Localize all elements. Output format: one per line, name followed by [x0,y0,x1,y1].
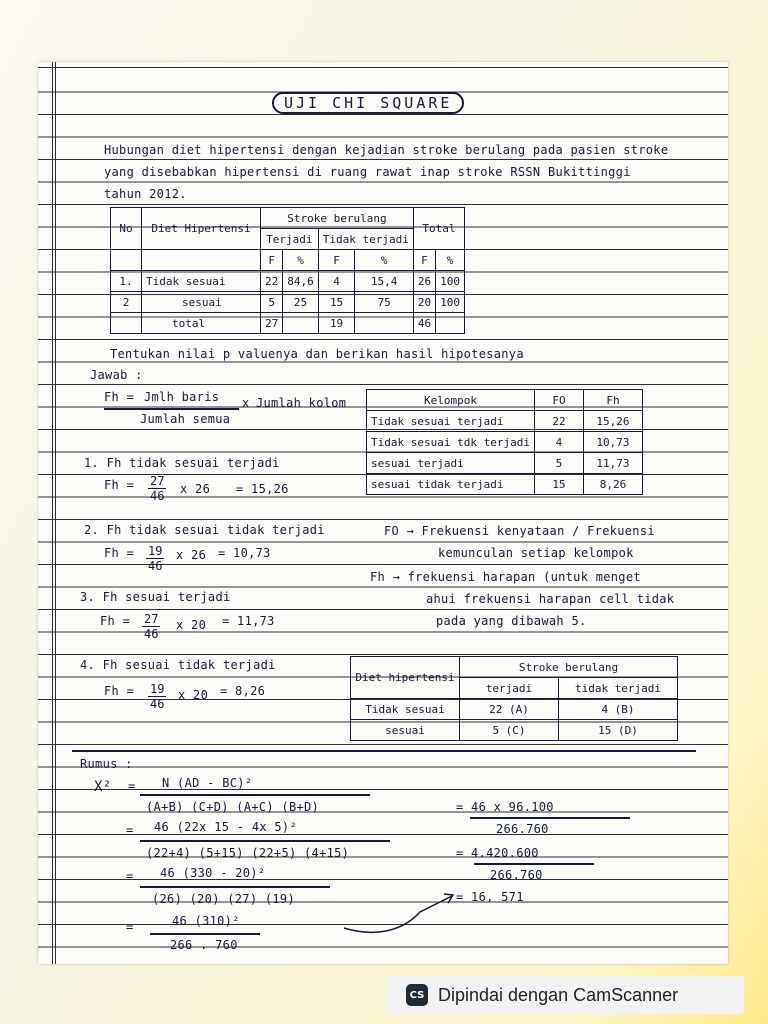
camscanner-text: Dipindai dengan CamScanner [438,984,679,1005]
table-cell: 15,26 [583,411,642,432]
note-text: Fh → frekuensi harapan (untuk menget [370,570,641,584]
table-cell [283,313,319,334]
calc-fraction [148,682,166,711]
table-cell: Tidak sesuai tdk terjadi [367,432,535,453]
fraction-bar [470,817,630,819]
table-cell: 8,26 [583,474,642,495]
question-text: Tentukan nilai p valuenya dan berikan hasil hipotesanya [110,347,524,361]
final-result: = 16, 571 [456,890,524,904]
calc-fraction [146,544,164,573]
equals-sign: = [128,779,136,793]
calc-label: 4. Fh sesuai tidak terjadi [80,658,276,672]
table-cell: Tidak sesuai [351,699,460,720]
table-cell: 4 (B) [559,699,678,720]
formula-denominator: (A+B) (C+D) (A+C) (B+D) [146,800,320,814]
table-header: Stroke berulang [261,208,414,229]
calc-numerator: 27 [144,612,159,626]
table-cell: 2 [111,292,142,313]
table-header: Terjadi [261,229,319,250]
note-text: ahui frekuensi harapan cell tidak [426,592,675,606]
table-row [367,474,643,495]
table-row [351,699,678,720]
calc-multiplier: x 26 [176,548,207,562]
result-numerator: = 46 x 96.100 [456,800,554,814]
table-cell: 46 [413,313,435,334]
fraction-bar [140,840,390,842]
table-row [367,453,643,474]
table-cell: 25 [283,292,319,313]
note-text: FO → Frekuensi kenyataan / Frekuensi [384,524,655,538]
result-numerator: = 4.420.600 [456,846,539,860]
table-cell: 4 [534,432,583,453]
table-header: % [355,250,413,271]
table-cell [111,313,142,334]
table-cell: total [142,313,261,334]
result-denominator: 266.760 [496,822,549,836]
camscanner-watermark [386,976,744,1014]
intro-line: tahun 2012. [104,187,187,201]
contingency-table [350,656,678,741]
table-cell: sesuai tidak terjadi [367,474,535,495]
calc-lhs: Fh = [104,546,135,560]
table-cell: 22 [534,411,583,432]
table-header: F [261,250,283,271]
table-header: % [436,250,465,271]
fraction-bar [140,886,330,888]
table-cell: 27 [261,313,283,334]
formula-denominator: (22+4) (5+15) (22+5) (4+15) [146,846,350,860]
calc-numerator: 19 [148,544,163,558]
calc-result: = 11,73 [222,614,275,628]
calc-label: 3. Fh sesuai terjadi [80,590,231,604]
table-cell: 5 (C) [460,720,559,741]
table-header: Stroke berulang [460,657,678,678]
formula-numerator: 46 (310)² [172,914,240,928]
table-cell [111,250,142,271]
calc-numerator: 19 [150,682,165,696]
calc-denominator: 46 [150,489,165,503]
equals-sign: = [126,823,134,837]
table-cell: sesuai terjadi [367,453,535,474]
table-cell: 15 [318,292,355,313]
calc-result: = 15,26 [236,482,289,496]
table-cell: 5 [261,292,283,313]
table-header: terjadi [460,678,559,699]
formula-numerator: 46 (22x 15 - 4x 5)² [154,820,297,834]
table-cell: 15 [534,474,583,495]
intro-line: Hubungan diet hipertensi dengan kejadian stroke berulang pada pasien stroke [104,143,669,157]
calc-result: = 10,73 [218,546,271,560]
table-row [111,292,465,313]
table-cell: 100 [436,271,465,292]
table-header: F [318,250,355,271]
page-title: UJI CHI SQUARE [272,92,464,114]
fraction-bar [140,794,370,796]
calc-fraction [142,612,160,641]
calc-multiplier: x 20 [176,618,207,632]
formula-text: x [242,396,250,410]
table-cell: 4 [318,271,355,292]
table-row [111,271,465,292]
table-row [367,411,643,432]
intro-line: yang disebabkan hipertensi di ruang rawat inap stroke RSSN Bukittinggi [104,165,631,179]
formula-denominator: (26) (20) (27) (19) [152,892,295,906]
calc-label: 1. Fh tidak sesuai terjadi [84,456,280,470]
answer-label: Jawab : [90,368,143,382]
table-cell: 22 [261,271,283,292]
table-header: Fh [583,390,642,411]
calc-numerator: 27 [150,474,165,488]
table-header: Kelompok [367,390,535,411]
calc-denominator: 46 [148,559,163,573]
chi-square-symbol: X² [94,779,112,795]
calc-fraction [148,474,166,503]
frequency-table [366,389,643,495]
table-cell: 10,73 [583,432,642,453]
calc-denominator: 46 [150,697,165,711]
formula-denominator: 266 . 760 [170,938,238,952]
calc-multiplier: x 20 [178,688,209,702]
data-table [110,207,465,334]
table-header: Total [413,208,464,250]
result-denominator: 266.760 [490,868,543,882]
table-cell [436,313,465,334]
note-text: pada yang dibawah 5. [436,614,587,628]
fraction-bar [150,933,260,935]
table-cell: 5 [534,453,583,474]
calc-lhs: Fh = [104,684,135,698]
table-cell: sesuai [351,720,460,741]
table-cell [142,250,261,271]
formula-text: Jumlah semua [140,412,231,426]
table-header: Tidak terjadi [318,229,413,250]
table-header: FO [534,390,583,411]
table-cell: 1. [111,271,142,292]
formula-text: Fh = [104,390,135,404]
calc-lhs: Fh = [100,614,131,628]
formula-text: Jumlah kolom [256,396,347,410]
formula-text: Jmlh baris [144,390,220,404]
table-cell: Tidak sesuai terjadi [367,411,535,432]
table-row [111,313,465,334]
section-divider [72,750,696,752]
equals-sign: = [126,869,134,883]
note-text: kemunculan setiap kelompok [438,546,634,560]
table-header: Diet Hipertensi [142,208,261,250]
calc-result: = 8,26 [220,684,266,698]
table-row [367,432,643,453]
table-cell: sesuai [142,292,261,313]
calc-lhs: Fh = [104,478,135,492]
formula-numerator: N (AD - BC)² [162,776,253,790]
table-cell: 15 (D) [559,720,678,741]
calc-multiplier: x 26 [180,482,211,496]
fraction-bar [104,408,239,410]
formula-numerator: 46 (330 - 20)² [160,866,266,880]
table-row [351,720,678,741]
camscanner-logo: CS [406,984,428,1006]
table-header: % [283,250,319,271]
table-header: Diet hipertensi [351,657,460,699]
fraction-bar [474,863,594,865]
table-cell: 15,4 [355,271,413,292]
table-cell: 22 (A) [460,699,559,720]
table-header: tidak terjadi [559,678,678,699]
margin-line [55,62,56,964]
table-cell: 84,6 [283,271,319,292]
table-cell [355,313,413,334]
table-cell: 20 [413,292,435,313]
table-cell: 19 [318,313,355,334]
calc-label: 2. Fh tidak sesuai tidak terjadi [84,523,325,537]
table-cell: 75 [355,292,413,313]
rumus-label: Rumus : [80,757,133,771]
table-header: F [413,250,435,271]
table-cell: 11,73 [583,453,642,474]
table-cell: 26 [413,271,435,292]
table-cell: 100 [436,292,465,313]
table-cell: Tidak sesuai [142,271,261,292]
calc-denominator: 46 [144,627,159,641]
table-header: No [111,208,142,250]
margin-line [52,62,53,964]
equals-sign: = [126,920,134,934]
arrow-icon [340,890,460,936]
